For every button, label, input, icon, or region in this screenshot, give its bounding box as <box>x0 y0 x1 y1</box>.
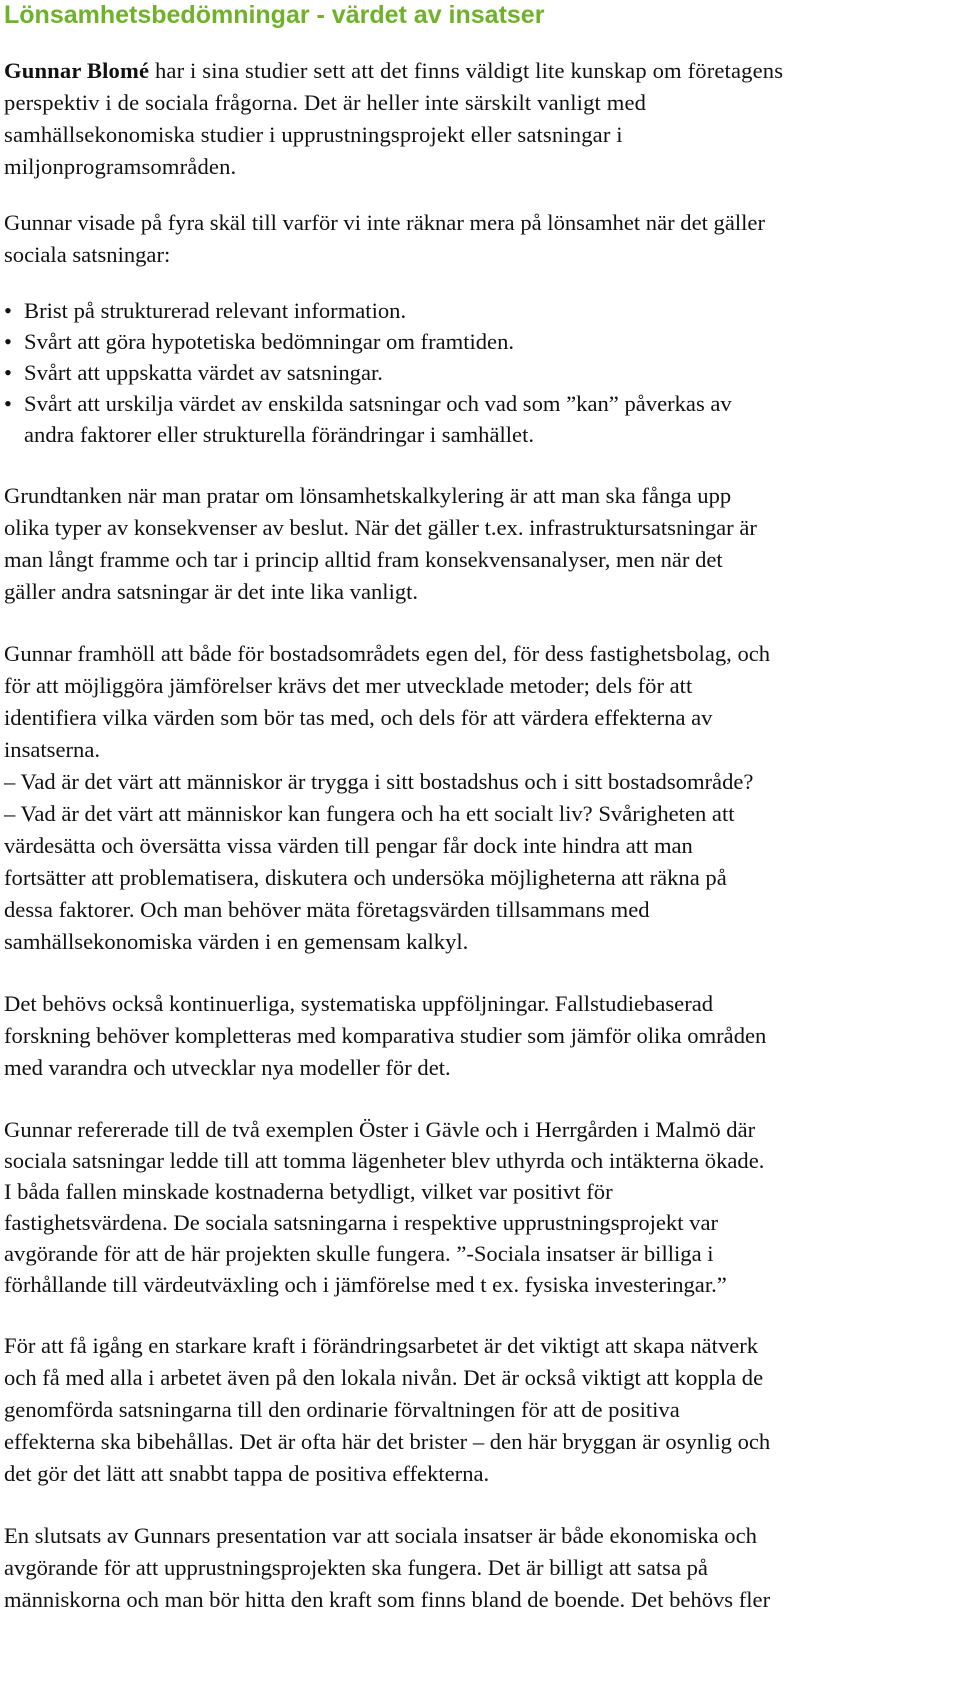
bullet-item <box>4 388 956 450</box>
intro-paragraph <box>4 55 956 183</box>
bullet-text: Brist på strukturerad relevant information. <box>24 298 407 323</box>
reasons-bullet-list <box>4 295 956 450</box>
bullet-marker: • <box>4 298 12 323</box>
paragraph-line: förhållande till värdeutväxling och i jämförelse med t ex. fysiska investeringar.” <box>4 1272 727 1297</box>
paragraph-line: forskning behöver kompletteras med komparativa studier som jämför olika områden <box>4 1023 767 1048</box>
paragraph-metoder <box>4 638 956 958</box>
reasons-line: Gunnar visade på fyra skäl till varför vi inte räknar mera på lönsamhet när det gäller <box>4 210 765 235</box>
paragraph-konsekvenser <box>4 480 956 608</box>
bullet-marker: • <box>4 360 12 385</box>
paragraph-line: med varandra och utvecklar nya modeller för det. <box>4 1055 451 1080</box>
bullet-item <box>4 326 956 357</box>
paragraph-line: En slutsats av Gunnars presentation var att sociala insatser är både ekonomiska och <box>4 1523 757 1548</box>
paragraph-line: identifiera vilka värden som bör tas med, och dels för att värdera effekterna av <box>4 705 713 730</box>
paragraph-natverk <box>4 1330 956 1490</box>
paragraph-line: fortsätter att problematisera, diskutera och undersöka möjligheterna att räkna på <box>4 865 727 890</box>
reasons-line: sociala satsningar: <box>4 242 171 267</box>
intro-line: perspektiv i de sociala frågorna. Det är heller inte särskilt vanligt med <box>4 90 647 115</box>
bullet-text: Svårt att uppskatta värdet av satsningar. <box>24 360 383 385</box>
paragraph-line: och få med alla i arbetet även på den lokala nivån. Det är också viktigt att koppla de <box>4 1365 764 1390</box>
paragraph-uppfoljningar <box>4 988 956 1084</box>
document-page <box>4 0 956 1616</box>
paragraph-slutsats <box>4 1520 956 1616</box>
intro-first-line-text: har i sina studier sett att det finns väldigt lite kunskap om företagens <box>149 58 784 83</box>
reasons-paragraph <box>4 207 956 271</box>
paragraph-line: genomförda satsningarna till den ordinarie förvaltningen för att de positiva <box>4 1397 680 1422</box>
intro-line: samhällsekonomiska studier i upprustningsprojekt eller satsningar i <box>4 122 623 147</box>
intro-first-line <box>4 55 956 87</box>
paragraph-line: Gunnar framhöll att både för bostadsområdets egen del, för dess fastighetsbolag, och <box>4 641 771 666</box>
paragraph-line: sociala satsningar ledde till att tomma lägenheter blev uthyrda och intäkterna ökade. <box>4 1148 765 1173</box>
paragraph-line: fastighetsvärdena. De sociala satsningarna i respektive upprustningsprojekt var <box>4 1210 718 1235</box>
paragraph-line: olika typer av konsekvenser av beslut. När det gäller t.ex. infrastruktursatsningar är <box>4 515 757 540</box>
paragraph-exempel <box>4 1114 956 1300</box>
paragraph-line: insatserna. <box>4 737 100 762</box>
paragraph-line: För att få igång en starkare kraft i förändringsarbetet är det viktigt att skapa nätverk <box>4 1333 759 1358</box>
bullet-marker: • <box>4 391 12 416</box>
author-name: Gunnar Blomé <box>4 58 150 83</box>
paragraph-line: samhällsekonomiska värden i en gemensam kalkyl. <box>4 929 469 954</box>
bullet-marker: • <box>4 329 12 354</box>
bullet-text: Svårt att urskilja värdet av enskilda satsningar och vad som ”kan” påverkas av <box>24 391 732 416</box>
paragraph-line: Gunnar refererade till de två exemplen Öster i Gävle och i Herrgården i Malmö där <box>4 1117 756 1142</box>
paragraph-line: I båda fallen minskade kostnaderna betydligt, vilket var positivt för <box>4 1179 613 1204</box>
paragraph-line: – Vad är det värt att människor kan fungera och ha ett socialt liv? Svårigheten att <box>4 801 735 826</box>
paragraph-line: Grundtanken när man pratar om lönsamhetskalkylering är att man ska fånga upp <box>4 483 732 508</box>
paragraph-line: Det behövs också kontinuerliga, systematiska uppföljningar. Fallstudiebaserad <box>4 991 714 1016</box>
document-heading: Lönsamhetsbedömningar - värdet av insatser <box>4 1 545 29</box>
bullet-text: andra faktorer eller strukturella förändringar i samhället. <box>24 422 535 447</box>
paragraph-line: – Vad är det värt att människor är trygga i sitt bostadshus och i sitt bostadsområde? <box>4 769 754 794</box>
paragraph-line: för att möjliggöra jämförelser krävs det mer utvecklade metoder; dels för att <box>4 673 693 698</box>
paragraph-line: gäller andra satsningar är det inte lika vanligt. <box>4 579 419 604</box>
paragraph-line: människorna och man bör hitta den kraft som finns bland de boende. Det behövs fler <box>4 1587 771 1612</box>
bullet-text: Svårt att göra hypotetiska bedömningar om framtiden. <box>24 329 515 354</box>
paragraph-line: effekterna ska bibehållas. Det är ofta här det brister – den här bryggan är osynlig och <box>4 1429 771 1454</box>
paragraph-line: man långt framme och tar i princip alltid fram konsekvensanalyser, men när det <box>4 547 723 572</box>
paragraph-line: dessa faktorer. Och man behöver mäta företagsvärden tillsammans med <box>4 897 650 922</box>
bullet-item <box>4 295 956 326</box>
paragraph-line: värdesätta och översätta vissa värden till pengar får dock inte hindra att man <box>4 833 693 858</box>
paragraph-line: avgörande för att upprustningsprojekten ska fungera. Det är billigt att satsa på <box>4 1555 708 1580</box>
bullet-item <box>4 357 956 388</box>
intro-line: miljonprogramsområden. <box>4 154 237 179</box>
paragraph-line: avgörande för att de här projekten skulle fungera. ”-Sociala insatser är billiga i <box>4 1241 714 1266</box>
paragraph-line: det gör det lätt att snabbt tappa de positiva effekterna. <box>4 1461 490 1486</box>
